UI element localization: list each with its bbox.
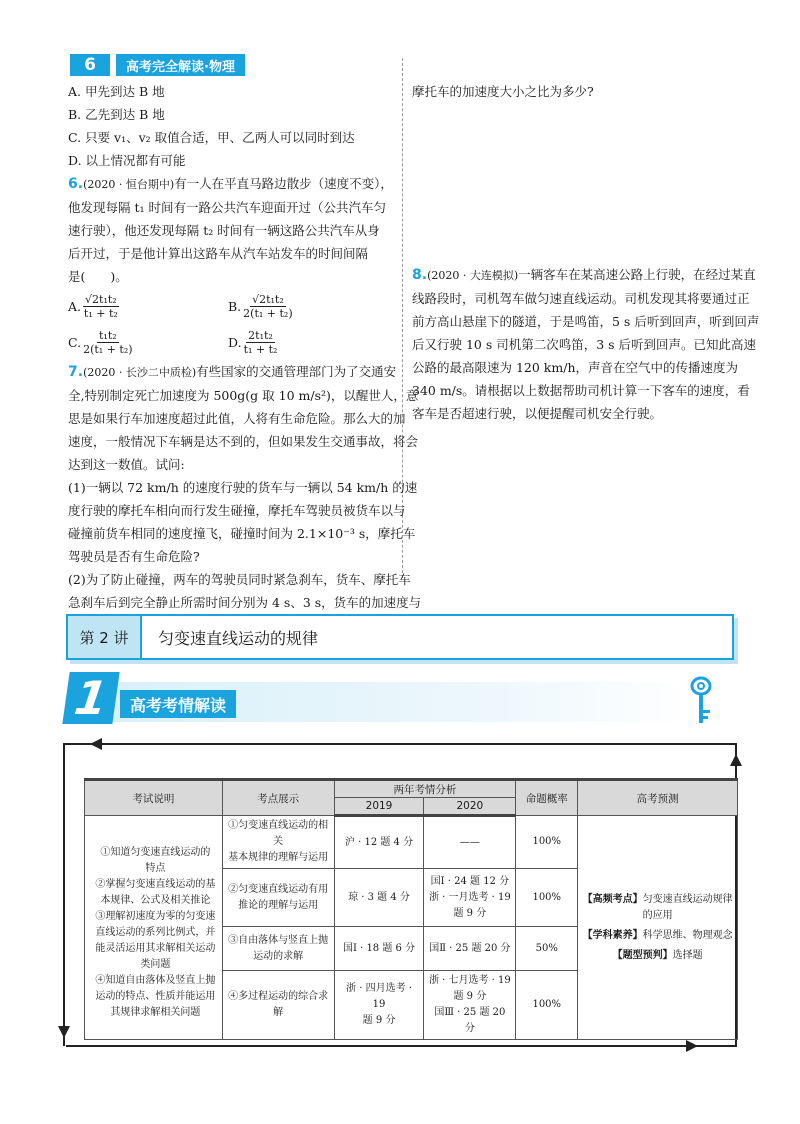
- y2019-cell: 浙 · 四月选考 · 19 题 9 分: [334, 971, 424, 1040]
- section-title: 高考考情解读: [120, 690, 236, 718]
- q6-option-d: D. $\frac{\text{2t₁t₂}}{\text{t₁ + t₂}}$: [228, 328, 278, 356]
- header-analysis: 两年考情分析: [334, 780, 516, 798]
- topic-cell: ②匀变速直线运动有用 推论的理解与运用: [222, 869, 334, 927]
- lecture-title: 匀变速直线运动的规律: [158, 628, 319, 648]
- y2020-cell: ——: [424, 816, 516, 869]
- page-number: 6: [70, 54, 110, 76]
- q7-line-6: (1)一辆以 72 km/h 的速度行驶的货车与一辆以 54 km/h 的速: [68, 480, 418, 495]
- key-icon: [686, 676, 716, 726]
- q7-line-3: 思是如果行车加速度超过此值，人将有生命危险。那么大的加: [68, 411, 406, 426]
- q6-line-1: 6.(2020 · 恒台期中)有一人在平直马路边散步（速度不变），: [68, 176, 393, 192]
- q8-line-4: 后又行驶 10 s 司机第二次鸣笛，3 s 后听到回声。已知此高速: [412, 337, 757, 352]
- q7-line-7: 度行驶的摩托车相向而行发生碰撞，摩托车驾驶员被货车以与: [68, 503, 406, 518]
- q7-line-1: 7.(2020 · 长沙二中质检)有些国家的交通管理部门为了交通安: [68, 364, 397, 380]
- left-column: [68, 80, 422, 614]
- q7-continued: 摩托车的加速度大小之比为多少?: [412, 84, 594, 99]
- column-divider: [402, 58, 403, 578]
- q8-line-1: 8.(2020 · 大连模拟)一辆客车在某高速公路上行驶，在经过某直: [412, 267, 756, 283]
- q6-option-b: B. $\frac{\text{√2t₁t₂}}{\text{2(t₁ + t₂)}}$: [228, 292, 293, 320]
- q6-number: 6.: [68, 176, 84, 192]
- topic-cell: ④多过程运动的综合求解: [222, 971, 334, 1040]
- exam-analysis-table: [84, 778, 738, 1040]
- page-header: [70, 54, 245, 76]
- topic-cell: ①匀变速直线运动的相关 基本规律的理解与运用: [222, 816, 334, 869]
- q7-line-2: 全,特别制定死亡加速度为 500g(g 取 10 m/s²)，以醒世人，意: [68, 388, 419, 403]
- header-probability: 命题概率: [516, 780, 578, 816]
- table-row: [85, 816, 738, 869]
- q8-line-5: 公路的最高限速为 120 km/h，声音在空气中的传播速度为: [412, 360, 738, 375]
- section-number: 1: [62, 672, 119, 724]
- q5-option-b: B. 乙先到达 B 地: [68, 107, 165, 122]
- probability-cell: 50%: [516, 927, 578, 971]
- header-forecast: 高考预测: [578, 780, 738, 816]
- q8-line-2: 线路段时，司机驾车做匀速直线运动。司机发现其将要通过正: [412, 291, 750, 306]
- forecast-cell: 【高频考点】匀变速直线运动规律的应用 【学科素养】科学思维、物理观念 【题型预判】选择题: [578, 816, 738, 1040]
- q6-option-c: C. $\frac{\text{t₁t₂}}{\text{2(t₁ + t₂)}}$: [68, 328, 133, 356]
- probability-cell: 100%: [516, 816, 578, 869]
- y2020-cell: 国Ⅰ · 24 题 12 分 浙 · 一月选考 · 19 题 9 分: [424, 869, 516, 927]
- right-column: [412, 80, 760, 425]
- q8-source: (2020 · 大连模拟): [427, 269, 519, 282]
- topic-cell: ③自由落体与竖直上抛 运动的求解: [222, 927, 334, 971]
- q7-line-11: 急刹车后到完全静止所需时间分别为 4 s、3 s，货车的加速度与: [68, 595, 422, 610]
- q7-number: 7.: [68, 364, 84, 380]
- q8-line-3: 前方高山悬崖下的隧道，于是鸣笛，5 s 后听到回声，听到回声: [412, 314, 760, 329]
- q5-option-a: A. 甲先到达 B 地: [68, 84, 165, 99]
- q6-line-4: 后开过，于是他计算出这路车从汽车站发车的时间间隔: [68, 246, 369, 261]
- exam-description: ①知道匀变速直线运动的 特点 ②掌握匀变速直线运动的基 本规律、公式及相关推论 ③理解初速度为零的匀变速 直线运动的系列比例式，并 能灵活运用其求解相关运动 类问题 ④知道自由落体及竖直上抛 运动的特点、性质并能运用 其规律求解相关问题: [85, 816, 223, 1040]
- book-title: 高考完全解读·物理: [116, 54, 245, 76]
- lecture-number: 第 2 讲: [68, 616, 142, 658]
- q7-source: (2020 · 长沙二中质检): [83, 366, 197, 379]
- q6-source: (2020 · 恒台期中): [83, 178, 175, 191]
- lecture-banner: [66, 614, 734, 660]
- q7-line-8: 碰撞前货车相同的速度撞飞，碰撞时间为 2.1×10⁻³ s，摩托车: [68, 526, 416, 541]
- header-2020: 2020: [424, 798, 516, 816]
- q7-line-4: 速度，一般情况下车辆是达不到的，但如果发生交通事故，将会: [68, 434, 419, 449]
- q5-option-c: C. 只要 v₁、v₂ 取值合适，甲、乙两人可以同时到达: [68, 130, 355, 145]
- q6-option-a: A. $\frac{\text{√2t₁t₂}}{\text{t₁ + t₂}}$: [68, 292, 118, 320]
- q6-line-5: 是( )。: [68, 269, 128, 284]
- y2019-cell: 国Ⅰ · 18 题 6 分: [334, 927, 424, 971]
- q6-options: [68, 290, 390, 358]
- q5-option-d: D. 以上情况都有可能: [68, 153, 186, 168]
- answer-space: [412, 103, 734, 263]
- header-topic: 考点展示: [222, 780, 334, 816]
- q6-line-2: 他发现每隔 t₁ 时间有一路公共汽车迎面开过（公共汽车匀: [68, 200, 386, 215]
- q8-number: 8.: [412, 267, 428, 283]
- header-2019: 2019: [334, 798, 424, 816]
- q7-line-5: 达到这一数值。试问:: [68, 457, 185, 472]
- y2020-cell: 国Ⅱ · 25 题 20 分: [424, 927, 516, 971]
- y2019-cell: 沪 · 12 题 4 分: [334, 816, 424, 869]
- probability-cell: 100%: [516, 869, 578, 927]
- header-exam-desc: 考试说明: [85, 780, 223, 816]
- q7-line-9: 驾驶员是否有生命危险?: [68, 549, 200, 564]
- y2020-cell: 浙 · 七月选考 · 19 题 9 分 国Ⅲ · 25 题 20 分: [424, 971, 516, 1040]
- q7-line-10: (2)为了防止碰撞，两车的驾驶员同时紧急刹车，货车、摩托车: [68, 572, 411, 587]
- probability-cell: 100%: [516, 971, 578, 1040]
- q6-line-3: 速行驶），他还发现每隔 t₂ 时间有一辆这路公共汽车从身: [68, 223, 380, 238]
- q8-line-6: 340 m/s。请根据以上数据帮助司机计算一下客车的速度，看: [412, 383, 750, 398]
- q8-line-7: 客车是否超速行驶，以便提醒司机安全行驶。: [412, 406, 663, 421]
- y2019-cell: 琼 · 3 题 4 分: [334, 869, 424, 927]
